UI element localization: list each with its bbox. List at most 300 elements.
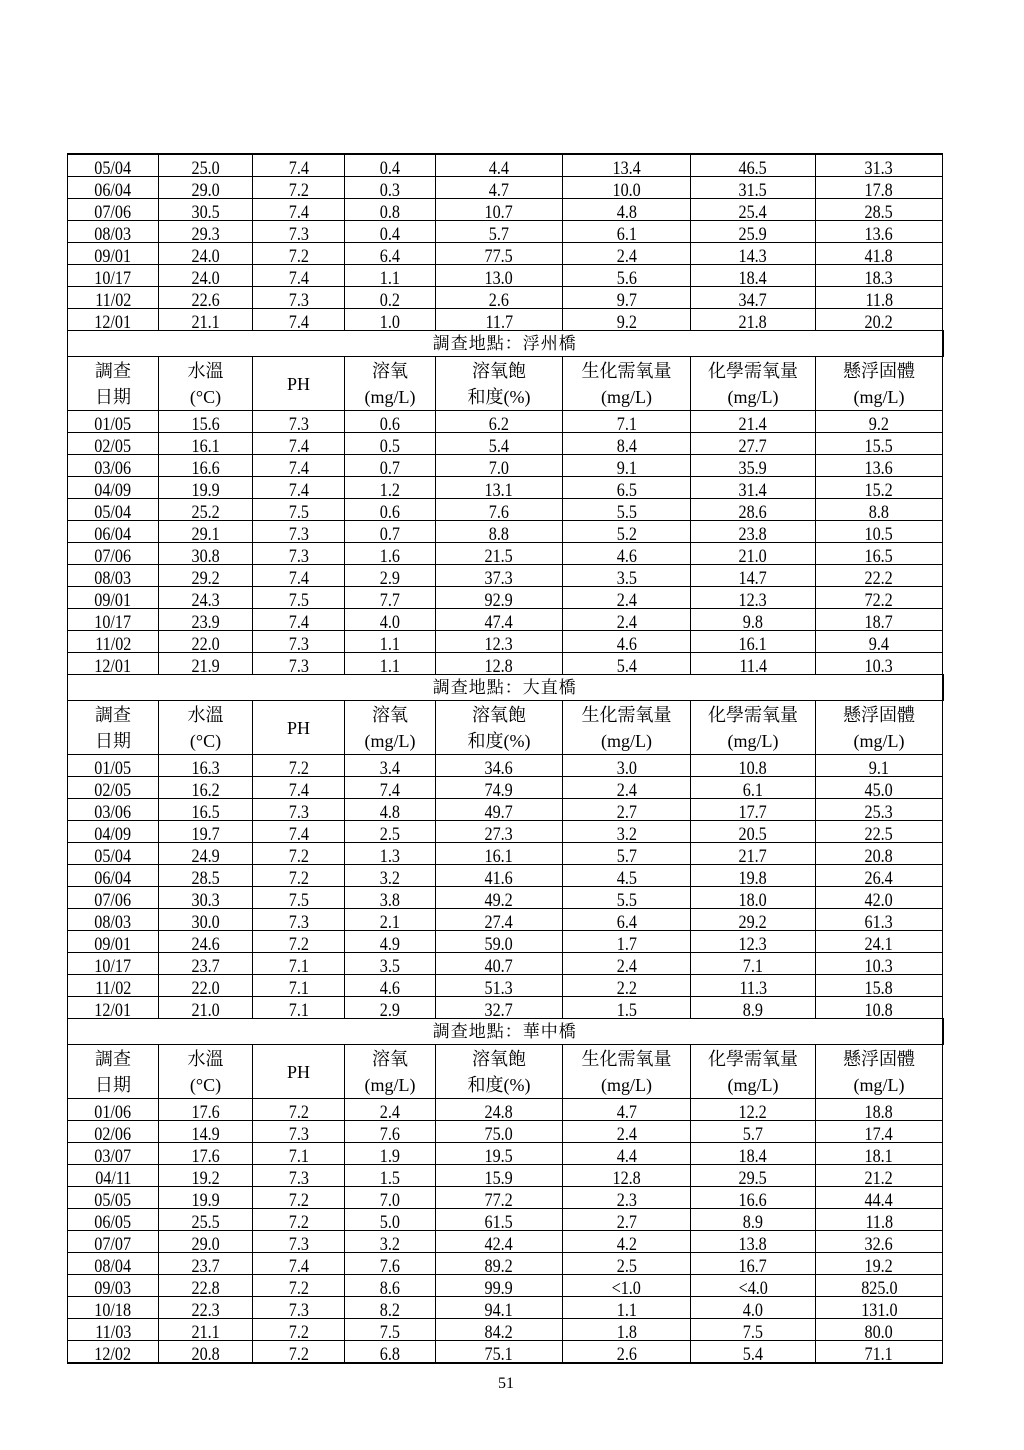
cell-value: 40.7 (484, 956, 514, 975)
cell-date (68, 1253, 159, 1275)
cell-value: 75.0 (484, 1124, 514, 1143)
cell-value: 2.4 (616, 612, 637, 631)
cell-ss (816, 953, 943, 975)
cell-ss (816, 975, 943, 997)
cell-temp (159, 777, 253, 799)
header-cod (691, 701, 816, 755)
cell-temp (159, 799, 253, 821)
cell-value: 06/04 (94, 524, 132, 543)
cell-value: 16.3 (191, 758, 220, 777)
cell-temp (159, 265, 253, 287)
cell-value: 3.5 (616, 568, 637, 587)
cell-value: 7.2 (288, 934, 309, 953)
cell-ph (253, 177, 345, 199)
cell-ss (816, 1187, 943, 1209)
header-line: 日期 (95, 1074, 131, 1095)
cell-value: 08/03 (94, 224, 132, 243)
cell-dosat (436, 653, 563, 675)
cell-value: 29.1 (191, 524, 220, 543)
cell-value: 2.4 (616, 1124, 637, 1143)
cell-value: 15.8 (864, 978, 894, 997)
table-row (68, 843, 943, 865)
cell-value: 09/01 (94, 246, 132, 265)
cell-date (68, 243, 159, 265)
table-row (68, 521, 943, 543)
cell-value: 7.2 (288, 1212, 309, 1231)
cell-cod (691, 521, 816, 543)
cell-dosat (436, 777, 563, 799)
header-line: 生化需氧量 (581, 1048, 672, 1069)
cell-value: 11.7 (485, 312, 513, 331)
header-do (345, 701, 436, 755)
cell-temp (159, 287, 253, 309)
cell-value: 99.9 (484, 1278, 514, 1297)
cell-bod (563, 953, 691, 975)
table-row (68, 411, 943, 433)
cell-value: 84.2 (484, 1322, 514, 1341)
cell-cod (691, 843, 816, 865)
cell-ss (816, 565, 943, 587)
cell-date (68, 1187, 159, 1209)
cell-value: 12.3 (738, 590, 768, 609)
cell-date (68, 843, 159, 865)
cell-value: 7.3 (288, 1124, 309, 1143)
cell-value: 27.7 (738, 436, 768, 455)
header-label: PH (286, 373, 310, 394)
cell-value: 21.0 (738, 546, 768, 565)
cell-bod (563, 199, 691, 221)
cell-temp (159, 1275, 253, 1297)
cell-value: 2.4 (616, 246, 637, 265)
cell-value: 49.2 (484, 890, 514, 909)
cell-dosat (436, 799, 563, 821)
cell-date (68, 587, 159, 609)
table-row (68, 1099, 943, 1121)
cell-value: 34.6 (484, 758, 514, 777)
cell-cod (691, 177, 816, 199)
cell-value: 7.1 (288, 956, 309, 975)
header-line: 懸浮固體 (843, 360, 915, 381)
cell-value: 16.1 (484, 846, 514, 865)
cell-temp (159, 1121, 253, 1143)
cell-value: 22.2 (864, 568, 894, 587)
cell-dosat (436, 411, 563, 433)
cell-do (345, 631, 436, 653)
cell-value: 18.1 (864, 1146, 894, 1165)
header-do (345, 357, 436, 411)
cell-value: 01/05 (94, 758, 132, 777)
cell-cod (691, 1319, 816, 1341)
cell-value: 16.1 (738, 634, 768, 653)
cell-dosat (436, 1341, 563, 1364)
cell-value: 28.6 (738, 502, 768, 521)
cell-ss (816, 265, 943, 287)
cell-dosat (436, 287, 563, 309)
cell-ph (253, 631, 345, 653)
cell-value: 4.7 (616, 1102, 637, 1121)
cell-value: 7.4 (379, 780, 401, 799)
cell-value: 7.3 (288, 656, 309, 675)
cell-value: 825.0 (860, 1278, 898, 1297)
header-ph (253, 1045, 345, 1099)
cell-value: 30.5 (191, 202, 220, 221)
cell-value: 18.7 (864, 612, 894, 631)
cell-do (345, 843, 436, 865)
header-line: (mg/L) (364, 730, 416, 751)
cell-do (345, 1165, 436, 1187)
cell-temp (159, 177, 253, 199)
cell-do (345, 499, 436, 521)
cell-value: 7.3 (288, 802, 309, 821)
cell-date (68, 931, 159, 953)
cell-value: 2.4 (616, 780, 637, 799)
cell-value: 4.5 (616, 868, 637, 887)
cell-cod (691, 1275, 816, 1297)
cell-cod (691, 265, 816, 287)
cell-do (345, 154, 436, 177)
cell-value: 09/01 (94, 590, 132, 609)
cell-ph (253, 1253, 345, 1275)
cell-value: 8.8 (868, 502, 890, 521)
table-row (68, 1253, 943, 1275)
cell-bod (563, 521, 691, 543)
cell-date (68, 1209, 159, 1231)
cell-temp (159, 1297, 253, 1319)
cell-value: 12/01 (94, 656, 132, 675)
cell-value: 7.4 (288, 824, 309, 843)
cell-value: 20.5 (738, 824, 768, 843)
cell-date (68, 755, 159, 777)
header-line: 和度(%) (467, 730, 531, 751)
cell-value: 5.2 (616, 524, 637, 543)
cell-temp (159, 609, 253, 631)
cell-value: 23.7 (191, 956, 220, 975)
cell-do (345, 777, 436, 799)
cell-cod (691, 821, 816, 843)
cell-temp (159, 309, 253, 331)
cell-do (345, 887, 436, 909)
cell-value: 7.2 (288, 1322, 309, 1341)
cell-do (345, 543, 436, 565)
cell-value: 12/01 (94, 312, 132, 331)
cell-ph (253, 1165, 345, 1187)
water-quality-document (67, 153, 942, 1364)
cell-cod (691, 411, 816, 433)
cell-ph (253, 565, 345, 587)
table-row (68, 1165, 943, 1187)
table-row (68, 243, 943, 265)
cell-do (345, 243, 436, 265)
cell-value: 23.9 (191, 612, 220, 631)
cell-value: 11.8 (865, 290, 893, 309)
cell-value: 19.7 (191, 824, 220, 843)
header-cod (691, 357, 816, 411)
cell-value: 4.0 (379, 612, 401, 631)
cell-dosat (436, 543, 563, 565)
cell-value: 18.8 (864, 1102, 894, 1121)
cell-value: 16.2 (191, 780, 220, 799)
cell-bod (563, 1143, 691, 1165)
cell-value: 5.7 (616, 846, 637, 865)
cell-dosat (436, 565, 563, 587)
header-date (68, 1045, 159, 1099)
cell-temp (159, 931, 253, 953)
header-line: (mg/L) (727, 730, 779, 751)
cell-value: 07/06 (94, 890, 132, 909)
cell-dosat (436, 199, 563, 221)
cell-ss (816, 931, 943, 953)
cell-value: 4.0 (742, 1300, 764, 1319)
cell-temp (159, 499, 253, 521)
cell-date (68, 287, 159, 309)
cell-value: 2.3 (616, 1190, 637, 1209)
cell-dosat (436, 887, 563, 909)
cell-value: 19.8 (738, 868, 768, 887)
cell-bod (563, 799, 691, 821)
table-row (68, 1143, 943, 1165)
cell-do (345, 909, 436, 931)
cell-value: 08/03 (94, 568, 132, 587)
cell-ss (816, 587, 943, 609)
cell-ph (253, 287, 345, 309)
cell-value: 7.4 (288, 458, 309, 477)
cell-ph (253, 221, 345, 243)
cell-value: 5.4 (488, 436, 510, 455)
cell-value: 7.4 (288, 1256, 309, 1275)
table-row (68, 777, 943, 799)
cell-value: 7.3 (288, 524, 309, 543)
cell-value: 13.4 (612, 158, 641, 177)
cell-value: 10.7 (484, 202, 514, 221)
cell-ss (816, 1341, 943, 1364)
cell-value: 7.2 (288, 758, 309, 777)
cell-dosat (436, 499, 563, 521)
cell-date (68, 199, 159, 221)
header-ph (253, 357, 345, 411)
cell-bod (563, 1165, 691, 1187)
cell-value: 7.4 (288, 202, 309, 221)
cell-temp (159, 953, 253, 975)
cell-bod (563, 975, 691, 997)
cell-dosat (436, 755, 563, 777)
header-line: 溶氧飽 (472, 1048, 526, 1069)
cell-temp (159, 865, 253, 887)
cell-cod (691, 477, 816, 499)
cell-dosat (436, 1319, 563, 1341)
cell-value: 47.4 (484, 612, 514, 631)
cell-value: 07/06 (94, 202, 132, 221)
cell-dosat (436, 1187, 563, 1209)
cell-ph (253, 1275, 345, 1297)
cell-value: 8.9 (742, 1212, 764, 1231)
cell-temp (159, 755, 253, 777)
cell-value: 2.1 (379, 912, 401, 931)
cell-value: 02/05 (94, 436, 132, 455)
cell-temp (159, 477, 253, 499)
cell-value: 1.3 (379, 846, 401, 865)
cell-value: 6.1 (742, 780, 764, 799)
cell-ss (816, 843, 943, 865)
cell-cod (691, 565, 816, 587)
cell-value: 06/04 (94, 868, 132, 887)
header-line: (mg/L) (727, 386, 779, 407)
cell-value: 4.6 (616, 634, 637, 653)
cell-do (345, 1319, 436, 1341)
cell-cod (691, 653, 816, 675)
cell-value: 7.3 (288, 546, 309, 565)
cell-temp (159, 1209, 253, 1231)
cell-value: 5.7 (488, 224, 510, 243)
cell-value: 05/04 (94, 846, 132, 865)
header-line: 溶氧 (372, 1048, 408, 1069)
cell-bod (563, 309, 691, 331)
cell-value: 3.0 (616, 758, 637, 777)
cell-do (345, 1209, 436, 1231)
cell-cod (691, 1341, 816, 1364)
cell-ph (253, 1341, 345, 1364)
cell-do (345, 1297, 436, 1319)
cell-do (345, 521, 436, 543)
cell-ss (816, 543, 943, 565)
cell-cod (691, 997, 816, 1019)
cell-value: 28.5 (864, 202, 894, 221)
cell-value: 7.4 (288, 312, 309, 331)
cell-ss (816, 499, 943, 521)
cell-value: 2.7 (616, 802, 637, 821)
cell-dosat (436, 1297, 563, 1319)
cell-value: 2.4 (379, 1102, 401, 1121)
cell-cod (691, 543, 816, 565)
cell-value: 3.2 (379, 868, 401, 887)
cell-cod (691, 455, 816, 477)
cell-value: 5.5 (616, 890, 637, 909)
header-line: (mg/L) (364, 386, 416, 407)
cell-date (68, 1121, 159, 1143)
cell-dosat (436, 865, 563, 887)
cell-ph (253, 609, 345, 631)
cell-date (68, 309, 159, 331)
cell-value: 12.2 (738, 1102, 768, 1121)
cell-value: 2.6 (488, 290, 510, 309)
cell-dosat (436, 154, 563, 177)
cell-date (68, 154, 159, 177)
table-row (68, 1231, 943, 1253)
cell-value: 06/04 (94, 180, 132, 199)
cell-dosat (436, 1231, 563, 1253)
cell-value: 9.2 (868, 414, 890, 433)
cell-value: 20.8 (191, 1344, 220, 1363)
cell-bod (563, 1121, 691, 1143)
cell-temp (159, 653, 253, 675)
cell-value: 22.6 (191, 290, 220, 309)
cell-bod (563, 653, 691, 675)
cell-do (345, 1143, 436, 1165)
cell-value: 22.3 (191, 1300, 220, 1319)
cell-value: 13.1 (484, 480, 514, 499)
table-row (68, 587, 943, 609)
cell-value: 34.7 (738, 290, 768, 309)
cell-dosat (436, 243, 563, 265)
table-row (68, 821, 943, 843)
cell-value: 77.5 (484, 246, 514, 265)
cell-ss (816, 455, 943, 477)
cell-value: 9.2 (616, 312, 637, 331)
cell-date (68, 1099, 159, 1121)
cell-bod (563, 931, 691, 953)
cell-value: 10.3 (864, 656, 894, 675)
header-do (345, 1045, 436, 1099)
cell-value: 3.2 (616, 824, 637, 843)
header-line: 調查 (95, 360, 131, 381)
cell-value: 2.4 (616, 956, 637, 975)
table-row (68, 221, 943, 243)
cell-bod (563, 565, 691, 587)
cell-cod (691, 1231, 816, 1253)
table-row (68, 199, 943, 221)
cell-value: 7.2 (288, 246, 309, 265)
cell-cod (691, 1187, 816, 1209)
header-line: 調查 (95, 1048, 131, 1069)
table-row (68, 477, 943, 499)
cell-ph (253, 1209, 345, 1231)
cell-value: 32.7 (484, 1000, 514, 1019)
cell-value: 51.3 (484, 978, 514, 997)
cell-value: 24.6 (191, 934, 220, 953)
cell-value: 20.8 (864, 846, 894, 865)
cell-value: 59.0 (484, 934, 514, 953)
cell-value: 07/07 (94, 1234, 132, 1253)
table-row (68, 265, 943, 287)
cell-temp (159, 909, 253, 931)
cell-value: 13.8 (738, 1234, 768, 1253)
cell-bod (563, 997, 691, 1019)
cell-value: 13.6 (864, 224, 894, 243)
cell-dosat (436, 455, 563, 477)
cell-date (68, 777, 159, 799)
cell-value: 17.6 (191, 1146, 220, 1165)
cell-value: 7.4 (288, 568, 309, 587)
cell-ph (253, 1143, 345, 1165)
cell-ph (253, 755, 345, 777)
cell-do (345, 411, 436, 433)
cell-cod (691, 287, 816, 309)
cell-value: 1.7 (616, 934, 637, 953)
cell-dosat (436, 931, 563, 953)
table-row (68, 499, 943, 521)
cell-date (68, 521, 159, 543)
cell-value: 22.5 (864, 824, 894, 843)
cell-value: 7.3 (288, 414, 309, 433)
cell-temp (159, 1099, 253, 1121)
cell-value: 22.0 (191, 634, 220, 653)
cell-value: 7.5 (379, 1322, 401, 1341)
cell-value: 7.5 (288, 590, 309, 609)
cell-value: 01/06 (94, 1102, 132, 1121)
cell-value: 18.4 (738, 268, 768, 287)
cell-value: 74.9 (484, 780, 514, 799)
cell-cod (691, 1165, 816, 1187)
header-line: 日期 (95, 730, 131, 751)
cell-value: 10.5 (864, 524, 894, 543)
cell-value: 29.0 (191, 1234, 220, 1253)
cell-value: 4.4 (488, 158, 510, 177)
cell-value: 31.4 (738, 480, 768, 499)
cell-cod (691, 1099, 816, 1121)
cell-value: 4.8 (616, 202, 637, 221)
cell-value: 5.7 (742, 1124, 764, 1143)
cell-date (68, 865, 159, 887)
cell-value: 23.8 (738, 524, 768, 543)
